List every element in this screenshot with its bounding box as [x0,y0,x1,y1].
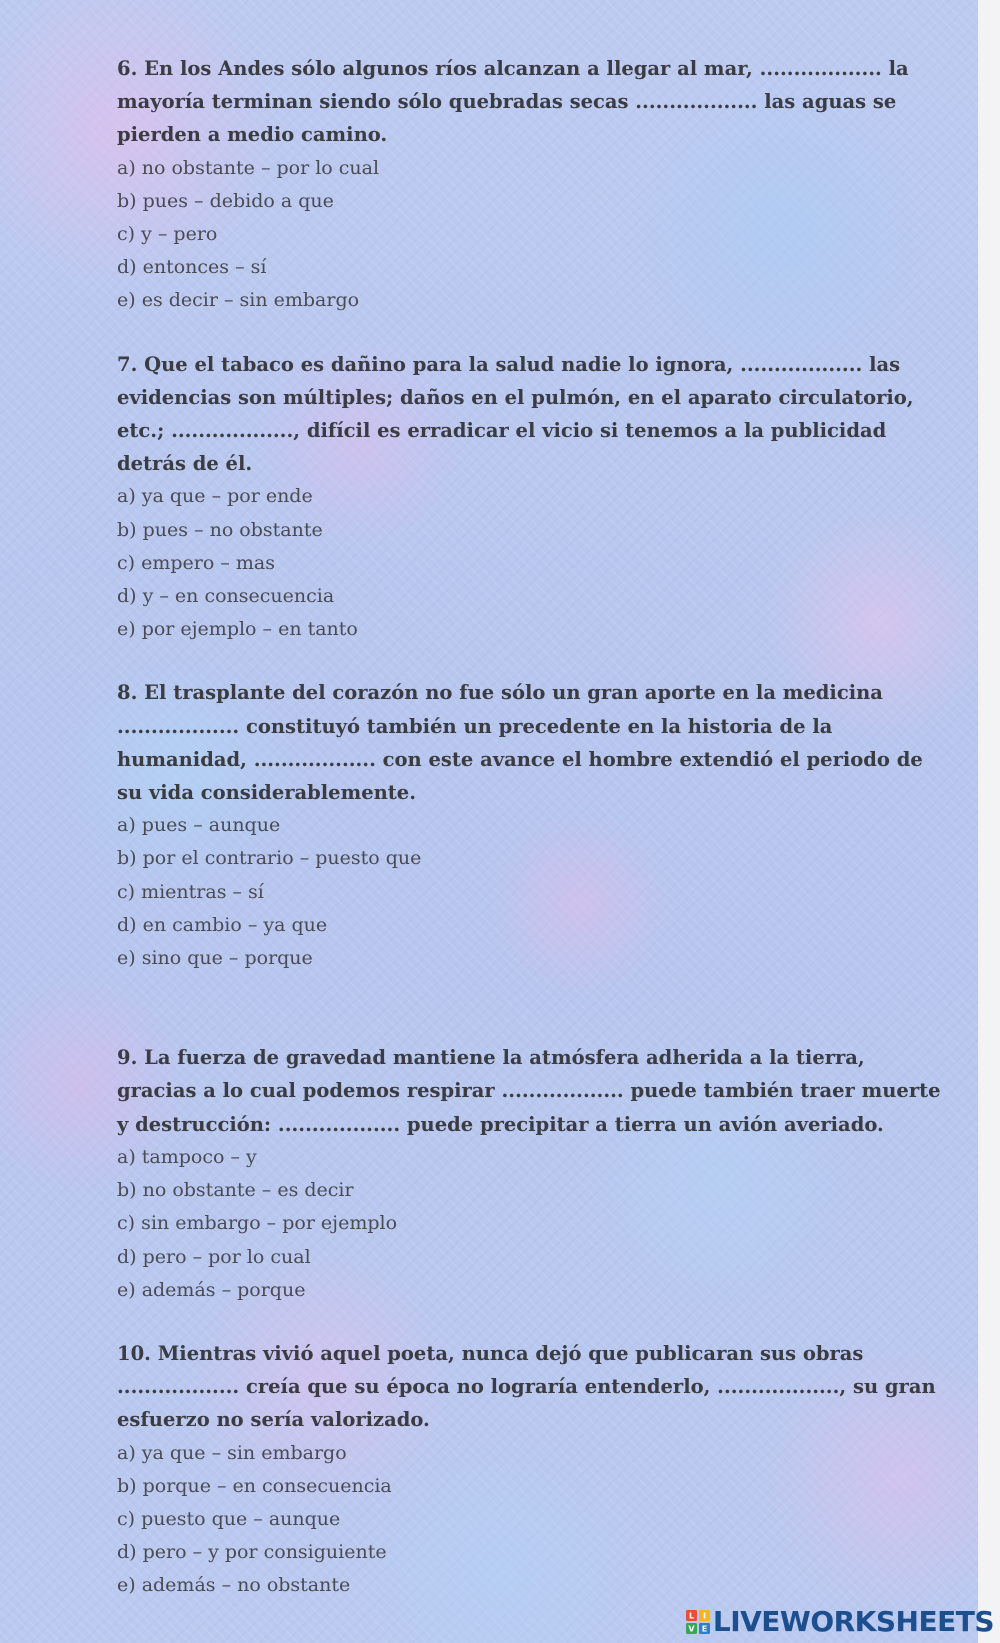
option-d: d) pero – por lo cual [117,1245,311,1268]
liveworksheets-logo-icon [686,1610,710,1634]
page-edge [978,0,1000,1643]
question-text: 7. Que el tabaco es dañino para la salud nadie lo ignora, .................. las evidencias son múltiples; daños en el pulmón, en el aparato circulatorio, etc.; .................., difícil es erradicar el vicio si tenemos a la publicidad detrás de él. [117,352,914,476]
question-8 [117,676,947,975]
option-b: b) por el contrario – puesto que [117,847,422,870]
question-text: 6. En los Andes sólo algunos ríos alcanzan a llegar al mar, .................. la mayoría terminan siendo sólo quebradas secas .................. las aguas se pierden a medio camino. [117,57,909,147]
question-text: 9. La fuerza de gravedad mantiene la atmósfera adherida a la tierra, gracias a lo cual podemos respirar .................. puede también traer muerte y destrucción: .................. puede precipitar a tierra un avión averiado. [117,1046,941,1136]
question-7 [117,348,947,647]
option-d: d) en cambio – ya que [117,913,328,936]
option-list [117,809,947,975]
option-c: c) y – pero [117,223,218,246]
option-c: c) puesto que – aunque [117,1507,341,1530]
option-e: e) por ejemplo – en tanto [117,618,358,641]
option-a: a) ya que – sin embargo [117,1441,347,1464]
svg-text:E: E [701,1624,708,1634]
option-b: b) porque – en consecuencia [117,1474,392,1497]
option-c: c) empero – mas [117,551,275,574]
option-d: d) pero – y por consiguiente [117,1541,387,1564]
option-list [117,480,947,646]
svg-text:I: I [702,1611,706,1621]
question-text: 10. Mientras vivió aquel poeta, nunca dejó que publicaran sus obras .................. creía que su época no lograría entenderlo, .................., su gran esfuerzo no sería valorizado. [117,1341,936,1432]
option-list [117,1437,947,1603]
option-e: e) sino que – porque [117,947,313,970]
worksheet-content [117,52,947,1633]
option-b: b) pues – no obstante [117,518,323,541]
svg-text:L: L [688,1611,694,1621]
option-e: e) además – porque [117,1278,306,1301]
option-d: d) y – en consecuencia [117,585,335,608]
option-e: e) además – no obstante [117,1574,351,1597]
question-6 [117,52,947,318]
option-list [117,1141,947,1307]
option-c: c) sin embargo – por ejemplo [117,1212,398,1235]
liveworksheets-watermark [686,1605,994,1639]
question-10 [117,1337,947,1603]
option-d: d) entonces – sí [117,256,267,279]
watermark-text: LIVEWORKSHEETS [712,1605,994,1638]
option-a: a) pues – aunque [117,814,281,837]
option-a: a) tampoco – y [117,1145,257,1168]
svg-text:V: V [688,1624,695,1634]
option-c: c) mientras – sí [117,880,264,903]
option-a: a) no obstante – por lo cual [117,156,380,179]
question-9 [117,1041,947,1307]
option-b: b) no obstante – es decir [117,1179,354,1202]
option-a: a) ya que – por ende [117,485,313,508]
option-b: b) pues – debido a que [117,189,334,212]
option-list [117,152,947,318]
question-text: 8. El trasplante del corazón no fue sólo un gran aporte en la medicina .................. constituyó también un precedente en la historia de la humanidad, .................. con este avance el hombre extendió el periodo de su vida considerablemente. [117,681,923,805]
option-e: e) es decir – sin embargo [117,289,360,312]
